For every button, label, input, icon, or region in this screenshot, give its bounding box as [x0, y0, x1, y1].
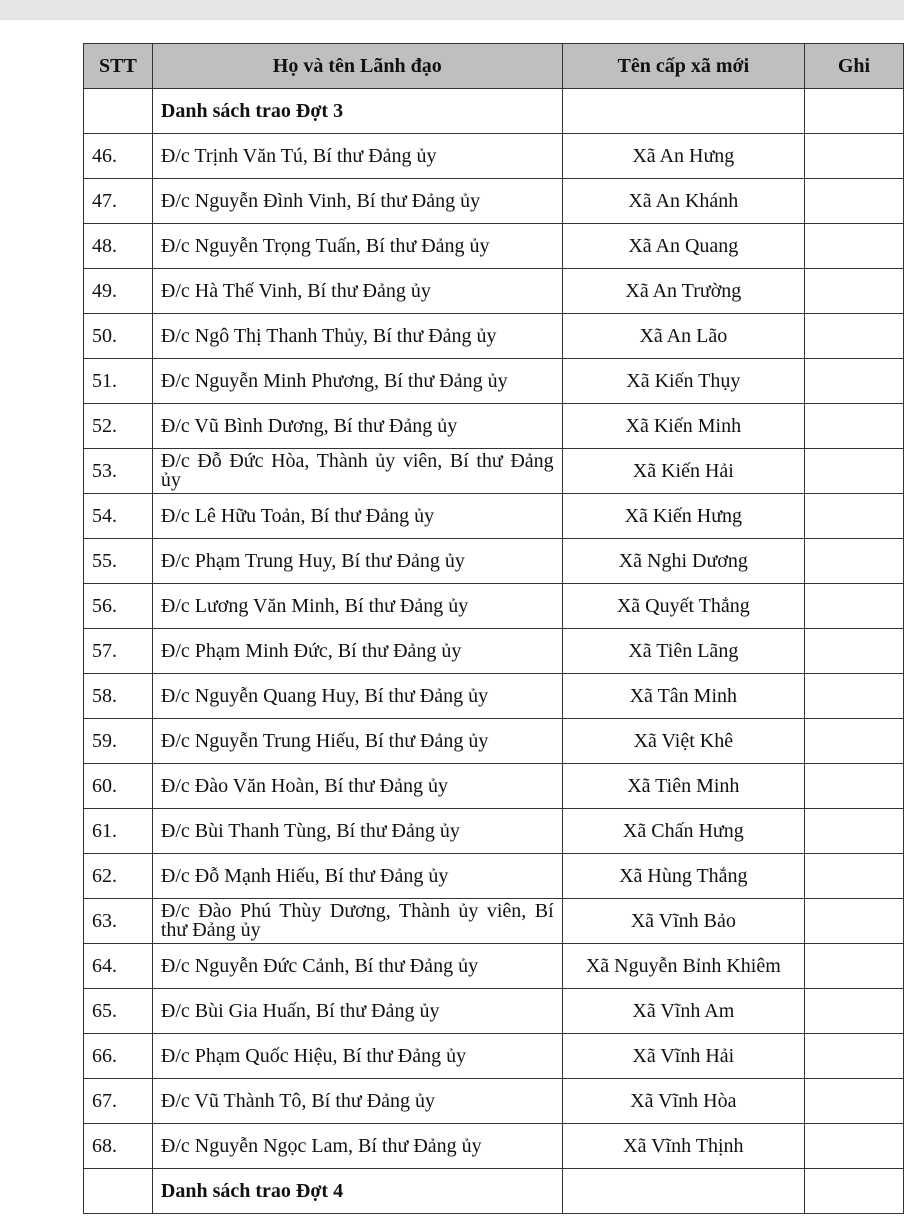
table-row	[84, 809, 904, 854]
row-commune: Xã An Hưng	[562, 134, 804, 179]
row-note	[804, 719, 903, 764]
row-note	[804, 809, 903, 854]
row-stt: 62.	[84, 854, 153, 899]
leaders-table	[83, 43, 904, 1214]
table-row	[84, 584, 904, 629]
row-commune: Xã Vĩnh Thịnh	[562, 1124, 804, 1169]
header-stt: STT	[84, 44, 153, 89]
table-row	[84, 1034, 904, 1079]
row-commune: Xã Nghi Dương	[562, 539, 804, 584]
row-stt: 63.	[84, 899, 153, 944]
row-leader-name: Đ/c Nguyễn Trọng Tuấn, Bí thư Đảng ủy	[152, 224, 562, 269]
row-note	[804, 404, 903, 449]
row-leader-name: Đ/c Phạm Trung Huy, Bí thư Đảng ủy	[152, 539, 562, 584]
row-leader-name: Đ/c Nguyễn Minh Phương, Bí thư Đảng ủy	[152, 359, 562, 404]
row-note	[804, 1034, 903, 1079]
section-title-first: Danh sách trao Đợt 3	[152, 89, 562, 134]
row-leader-name: Đ/c Đỗ Đức Hòa, Thành ủy viên, Bí thư Đảng ủy	[152, 449, 562, 494]
row-stt: 67.	[84, 1079, 153, 1124]
table-row	[84, 1124, 904, 1169]
table-row	[84, 269, 904, 314]
table-row	[84, 179, 904, 224]
row-commune: Xã Hùng Thắng	[562, 854, 804, 899]
row-commune: Xã Vĩnh Bảo	[562, 899, 804, 944]
row-commune: Xã Tiên Minh	[562, 764, 804, 809]
row-note	[804, 764, 903, 809]
document-page	[0, 20, 904, 1227]
row-leader-name: Đ/c Đào Phú Thùy Dương, Thành ủy viên, Bí thư Đảng ủy	[152, 899, 562, 944]
row-stt: 59.	[84, 719, 153, 764]
section-commune-cell	[562, 1169, 804, 1214]
table-row	[84, 134, 904, 179]
table-row	[84, 359, 904, 404]
row-stt: 61.	[84, 809, 153, 854]
row-stt: 49.	[84, 269, 153, 314]
row-leader-name: Đ/c Bùi Gia Huấn, Bí thư Đảng ủy	[152, 989, 562, 1034]
table-row	[84, 404, 904, 449]
table-row	[84, 854, 904, 899]
section-stt-cell	[84, 1169, 153, 1214]
section-row-first	[84, 89, 904, 134]
table-row	[84, 719, 904, 764]
row-stt: 48.	[84, 224, 153, 269]
row-commune: Xã Vĩnh Am	[562, 989, 804, 1034]
row-leader-name: Đ/c Lương Văn Minh, Bí thư Đảng ủy	[152, 584, 562, 629]
row-note	[804, 449, 903, 494]
table-row	[84, 944, 904, 989]
row-commune: Xã An Khánh	[562, 179, 804, 224]
section-title-last: Danh sách trao Đợt 4	[152, 1169, 562, 1214]
row-note	[804, 134, 903, 179]
row-commune: Xã Việt Khê	[562, 719, 804, 764]
row-leader-name: Đ/c Vũ Bình Dương, Bí thư Đảng ủy	[152, 404, 562, 449]
row-leader-name: Đ/c Ngô Thị Thanh Thủy, Bí thư Đảng ủy	[152, 314, 562, 359]
row-note	[804, 629, 903, 674]
row-leader-name: Đ/c Nguyễn Đức Cảnh, Bí thư Đảng ủy	[152, 944, 562, 989]
table-row	[84, 449, 904, 494]
row-stt: 51.	[84, 359, 153, 404]
section-row-last	[84, 1169, 904, 1214]
row-commune: Xã An Quang	[562, 224, 804, 269]
row-stt: 57.	[84, 629, 153, 674]
row-leader-name: Đ/c Nguyễn Trung Hiếu, Bí thư Đảng ủy	[152, 719, 562, 764]
row-note	[804, 1124, 903, 1169]
row-note	[804, 1079, 903, 1124]
top-band	[0, 0, 904, 20]
row-leader-name: Đ/c Đỗ Mạnh Hiếu, Bí thư Đảng ủy	[152, 854, 562, 899]
row-stt: 46.	[84, 134, 153, 179]
row-note	[804, 674, 903, 719]
row-leader-name: Đ/c Bùi Thanh Tùng, Bí thư Đảng ủy	[152, 809, 562, 854]
row-stt: 53.	[84, 449, 153, 494]
row-commune: Xã An Trường	[562, 269, 804, 314]
table-row	[84, 989, 904, 1034]
row-stt: 64.	[84, 944, 153, 989]
row-note	[804, 944, 903, 989]
section-note-cell	[804, 89, 903, 134]
row-note	[804, 899, 903, 944]
row-note	[804, 314, 903, 359]
row-commune: Xã Vĩnh Hòa	[562, 1079, 804, 1124]
row-note	[804, 269, 903, 314]
row-commune: Xã An Lão	[562, 314, 804, 359]
table-row	[84, 494, 904, 539]
row-commune: Xã Chấn Hưng	[562, 809, 804, 854]
table-row	[84, 1079, 904, 1124]
header-commune: Tên cấp xã mới	[562, 44, 804, 89]
row-note	[804, 179, 903, 224]
row-stt: 68.	[84, 1124, 153, 1169]
row-commune: Xã Tiên Lãng	[562, 629, 804, 674]
row-note	[804, 224, 903, 269]
row-stt: 66.	[84, 1034, 153, 1079]
row-note	[804, 359, 903, 404]
row-commune: Xã Kiến Minh	[562, 404, 804, 449]
row-commune: Xã Tân Minh	[562, 674, 804, 719]
row-leader-name: Đ/c Trịnh Văn Tú, Bí thư Đảng ủy	[152, 134, 562, 179]
row-stt: 54.	[84, 494, 153, 539]
header-name: Họ và tên Lãnh đạo	[152, 44, 562, 89]
row-stt: 47.	[84, 179, 153, 224]
section-stt-cell	[84, 89, 153, 134]
row-stt: 65.	[84, 989, 153, 1034]
row-note	[804, 584, 903, 629]
row-stt: 52.	[84, 404, 153, 449]
table-row	[84, 224, 904, 269]
row-stt: 55.	[84, 539, 153, 584]
header-note: Ghi	[804, 44, 903, 89]
row-commune: Xã Vĩnh Hải	[562, 1034, 804, 1079]
table-row	[84, 674, 904, 719]
row-leader-name: Đ/c Phạm Minh Đức, Bí thư Đảng ủy	[152, 629, 562, 674]
row-stt: 60.	[84, 764, 153, 809]
row-note	[804, 539, 903, 584]
row-leader-name: Đ/c Đào Văn Hoàn, Bí thư Đảng ủy	[152, 764, 562, 809]
table-row	[84, 629, 904, 674]
table-row	[84, 539, 904, 584]
row-leader-name: Đ/c Nguyễn Đình Vinh, Bí thư Đảng ủy	[152, 179, 562, 224]
table-row	[84, 899, 904, 944]
table-row	[84, 764, 904, 809]
row-leader-name: Đ/c Vũ Thành Tô, Bí thư Đảng ủy	[152, 1079, 562, 1124]
row-leader-name: Đ/c Lê Hữu Toản, Bí thư Đảng ủy	[152, 494, 562, 539]
section-note-cell	[804, 1169, 903, 1214]
row-note	[804, 989, 903, 1034]
row-commune: Xã Kiến Hưng	[562, 494, 804, 539]
row-commune: Xã Nguyễn Bỉnh Khiêm	[562, 944, 804, 989]
rows-body	[84, 134, 904, 1169]
row-stt: 56.	[84, 584, 153, 629]
row-leader-name: Đ/c Phạm Quốc Hiệu, Bí thư Đảng ủy	[152, 1034, 562, 1079]
row-note	[804, 494, 903, 539]
row-stt: 50.	[84, 314, 153, 359]
table-header-row	[84, 44, 904, 89]
row-note	[804, 854, 903, 899]
row-leader-name: Đ/c Nguyễn Quang Huy, Bí thư Đảng ủy	[152, 674, 562, 719]
table-row	[84, 314, 904, 359]
row-leader-name: Đ/c Nguyễn Ngọc Lam, Bí thư Đảng ủy	[152, 1124, 562, 1169]
row-commune: Xã Kiến Hải	[562, 449, 804, 494]
row-leader-name: Đ/c Hà Thế Vinh, Bí thư Đảng ủy	[152, 269, 562, 314]
section-commune-cell	[562, 89, 804, 134]
row-commune: Xã Quyết Thắng	[562, 584, 804, 629]
row-stt: 58.	[84, 674, 153, 719]
row-commune: Xã Kiến Thụy	[562, 359, 804, 404]
